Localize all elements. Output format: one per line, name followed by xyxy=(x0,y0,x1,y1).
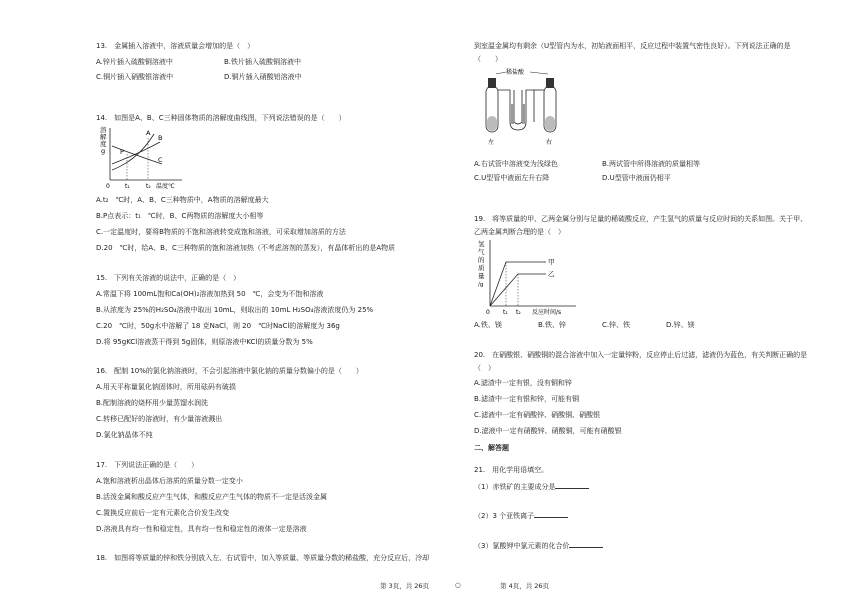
label-p: P xyxy=(120,148,124,156)
q18-option-d: D.U型管中液面仍相平 xyxy=(602,174,671,182)
q18-stem: 18. 如图将等质量的锌和铁分别放入左、右试管中，加入等质量、等质量分数的稀盐酸，充分反应后，冷却 xyxy=(96,554,430,562)
label-yi: 乙 xyxy=(548,270,555,278)
q14-option-a: A.t₂ ℃时，A、B、C三种物质中，A物质的溶解度最大 xyxy=(96,196,269,204)
q21-part-2 xyxy=(474,511,568,521)
tick-t2: t₂ xyxy=(146,183,151,190)
origin-label: 0 xyxy=(486,309,490,316)
q21-stem: 21. 用化学用语填空。 xyxy=(474,466,549,474)
q17-option-b: B.活泼金属和酸反应产生气体，和酸反应产生气体的物质不一定是活泼金属 xyxy=(96,493,328,501)
ylabel-3: 的 xyxy=(478,256,485,264)
left-dropper xyxy=(488,78,496,88)
q15-option-c: C.20 ℃时，50g水中溶解了 18 克NaCl，则 20 ℃时NaCl的溶解度为 36g xyxy=(96,322,340,330)
label-a: A xyxy=(146,129,151,137)
q14-option-d: D.20 ℃时，给A、B、C三种物质的饱和溶液加热（不考虑溶剂的蒸发），有晶体析出的是A物质 xyxy=(96,244,396,252)
label-c: C xyxy=(158,156,163,164)
solubility-curve-figure xyxy=(98,124,188,190)
answer-blank-3[interactable] xyxy=(569,541,603,548)
q18-option-c: C.U型管中液面左升右降 xyxy=(474,174,550,182)
q13-stem: 13. 金属插入溶液中，溶液质量会增加的是（ ） xyxy=(96,42,255,50)
curve-a xyxy=(112,134,154,170)
q20-option-a: A.滤渣中一定有银，没有铜和锌 xyxy=(474,379,572,387)
label-left: 左 xyxy=(488,139,495,146)
q15-option-b: B.从浓度为 25%的H₂SO₄溶液中取出 10mL，则取出的 10mL H₂SO₄溶液浓度仍为 25% xyxy=(96,306,374,314)
q13-option-d: D.铜片插入硝酸铝溶液中 xyxy=(224,73,302,81)
q18-continuation: 到室温金属均有剩余（U型管内为水，初始液面相平，反应过程中装置气密性良好）。下列说法正确的是 xyxy=(474,42,791,50)
tick-t1: t₁ xyxy=(503,309,508,316)
xlabel: 反应时间/s xyxy=(532,309,562,316)
q21-part-3-text: （3）氯酸钾中氯元素的化合价 xyxy=(474,542,570,550)
q16-option-d: D.氯化钠晶体不纯 xyxy=(96,431,153,439)
q15-option-a: A.常温下将 100mL饱和Ca(OH)₂溶液加热到 50 ℃，会变为不饱和溶液 xyxy=(96,290,324,298)
q17-option-d: D.溶液具有均一性和稳定性，具有均一性和稳定性的液体一定是溶液 xyxy=(96,525,307,533)
origin-label: 0 xyxy=(106,183,110,190)
q19-option-b: B.铁、锌 xyxy=(538,321,567,329)
q20-option-b: B.滤渣中一定有银和锌，可能有铜 xyxy=(474,395,580,403)
q15-stem: 15. 下列有关溶液的说法中，正确的是（ ） xyxy=(96,274,241,282)
page-separator-circle: ○ xyxy=(455,581,461,589)
tick-t2: t₂ xyxy=(516,309,521,316)
page-number-right: 第 4页，共 26页 xyxy=(500,582,550,590)
q18-continuation-2: （ ） xyxy=(474,55,502,63)
q21-part-1 xyxy=(474,482,589,492)
ylabel-3: 度 xyxy=(100,140,107,148)
q15-option-d: D.将 95gKCl溶液蒸干得到 5g固体，则原溶液中KCl的质量分数为 5% xyxy=(96,338,313,346)
q20-option-d: D.滤液中一定有硝酸锌、硝酸铜，可能有硝酸银 xyxy=(474,427,622,435)
ylabel-2: 气 xyxy=(478,248,485,256)
q16-option-c: C.转移已配好的溶液时，有少量溶液溅出 xyxy=(96,415,223,423)
q20-option-c: C.滤液中一定有硝酸锌、硝酸铜、硝酸银 xyxy=(474,411,601,419)
q17-option-a: A.饱和溶液析出晶体后溶质的质量分数一定变小 xyxy=(96,477,243,485)
q16-option-b: B.配制溶液的烧杯用少量蒸馏水润洗 xyxy=(96,399,209,407)
q20-continuation: （ ） xyxy=(474,364,495,372)
figure-label-acid: 稀盐酸 xyxy=(506,69,525,76)
q13-option-b: B.铁片插入硫酸铜溶液中 xyxy=(224,58,302,66)
label-jia: 甲 xyxy=(548,258,555,266)
u-tube-apparatus-figure xyxy=(474,64,574,148)
tick-t1: t₁ xyxy=(125,183,130,190)
q19-option-a: A.铁、镁 xyxy=(474,321,502,329)
ylabel-5: 量 xyxy=(478,272,485,280)
q19-option-d: D.锌、镁 xyxy=(666,321,695,329)
q14-stem: 14. 如图是A、B、C三种固体物质的溶解度曲线图，下列说法错误的是（ ） xyxy=(96,114,346,122)
q21-part-1-text: （1）赤铁矿的主要成分是 xyxy=(474,483,556,491)
xlabel: 温度℃ xyxy=(156,183,175,190)
label-right: 右 xyxy=(546,139,553,146)
ylabel-1: 氢 xyxy=(478,240,485,248)
q19-continuation: 乙两金属判断合理的是（ ） xyxy=(474,228,565,236)
q17-option-c: C.置换反应前后一定有元素化合价发生改变 xyxy=(96,509,230,517)
q16-option-a: A.用天平称量氯化钠固体时，所用砝码有破损 xyxy=(96,383,236,391)
q19-option-c: C.锌、铁 xyxy=(602,321,631,329)
q18-option-b: B.两试管中所得溶液的质量相等 xyxy=(602,160,701,168)
q20-stem: 20. 在硝酸银、硝酸铜的混合溶液中加入一定量锌粉，反应停止后过滤，滤液仍为蓝色，有关判断正确的是 xyxy=(474,351,808,359)
label-b: B xyxy=(158,134,163,142)
answer-blank-2[interactable] xyxy=(534,511,568,518)
q16-stem: 16. 配制 10%的氯化钠溶液时，不会引起溶液中氯化钠的质量分数偏小的是（ ） xyxy=(96,367,363,375)
q13-option-a: A.锌片插入硫酸铜溶液中 xyxy=(96,58,173,66)
q14-option-b: B.P点表示：t₁ ℃时，B、C两物质的溶解度大小相等 xyxy=(96,212,264,220)
page-number-left: 第 3页，共 26页 xyxy=(380,582,430,590)
q19-stem: 19. 将等质量的甲、乙两金属分别与足量的稀硫酸反应，产生氢气的质量与反应时间的关系如图。关于甲、 xyxy=(474,215,808,223)
q18-option-a: A.右试管中溶液变为浅绿色 xyxy=(474,160,558,168)
ylabel-1: 溶 xyxy=(100,126,107,134)
q13-option-c: C.铜片插入硝酸银溶液中 xyxy=(96,73,174,81)
section-heading: 二、解答题 xyxy=(474,444,509,452)
q14-option-c: C.一定温度时，要将B物质的不饱和溶液转变成饱和溶液，可采取增加溶质的方法 xyxy=(96,228,346,236)
q21-part-3 xyxy=(474,541,603,551)
q17-stem: 17. 下列说法正确的是（ ） xyxy=(96,461,199,469)
answer-blank-1[interactable] xyxy=(555,482,589,489)
ylabel-2: 解 xyxy=(100,133,107,141)
ylabel-4: g xyxy=(101,147,106,155)
hydrogen-mass-graph-figure xyxy=(476,236,586,318)
ylabel-6: /g xyxy=(478,282,484,288)
right-dropper xyxy=(546,78,554,88)
ylabel-4: 质 xyxy=(478,264,485,272)
q21-part-2-text: （2）3 个亚铁离子 xyxy=(474,512,535,520)
u-tube xyxy=(498,90,534,130)
